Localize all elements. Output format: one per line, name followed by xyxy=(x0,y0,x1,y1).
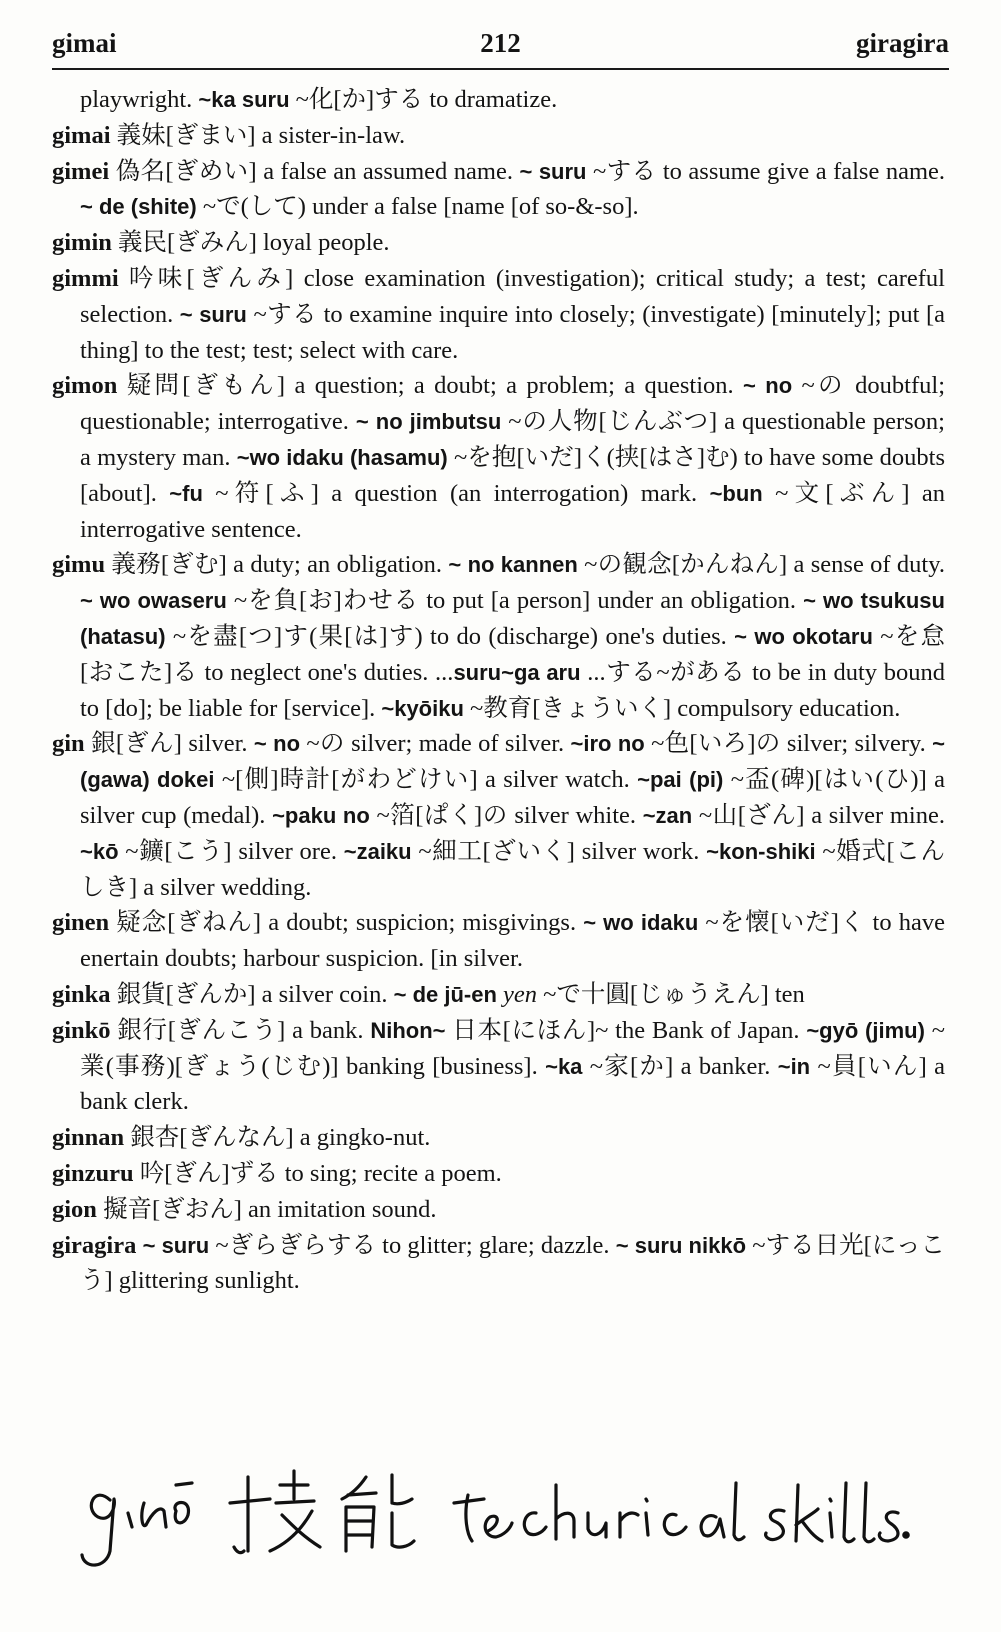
entry-ginka: ginka 銀貨[ぎんか] a silver coin. ~ de jū-en yen ~で十圓[じゅうえん] ten xyxy=(52,980,805,1008)
entry-gimu: gimu 義務[ぎむ] a duty; an obligation. ~ no kannen ~の観念[かんねん] a sense of duty. ~ wo owaseru ~を負[お]わせる to put [a person] under an obligation. ~ wo tsukusu (hatasu) ~を盡[つ]す(果[は]す) to do (discharge) one's duties. ~ wo okotaru ~を怠[おこた]る to neglect one's duties. ...suru~ga aru ...する~がある to be in duty bound to [do]; be liable for [service]. ~kyōiku ~教育[きょういく] compulsory education. xyxy=(52,551,946,722)
headword: ginkō xyxy=(52,1016,111,1044)
entry-ginnan: ginnan 銀杏[ぎんなん] a gingko-nut. xyxy=(52,1124,431,1152)
entry-ginko: ginkō 銀行[ぎんこう] a bank. Nihon~ 日本[にほん]~ the Bank of Japan. ~gyō (jimu) ~業(事務)[ぎょう(じむ)] banking [business]. ~ka ~家[か] a banker. ~in ~員[いん] a bank clerk. xyxy=(52,1016,945,1116)
headword: ginen xyxy=(52,909,110,937)
headword: giragira xyxy=(52,1231,137,1259)
entry-ginen: ginen 疑念[ぎねん] a doubt; suspicion; misgivings. ~ wo idaku ~を懐[いだ]く to have enertain doubts; harbour suspicion. [in silver. xyxy=(52,909,945,973)
entry-gion: gion 擬音[ぎおん] an imitation sound. xyxy=(52,1195,437,1223)
entry-continuation: playwright. ~ka suru ~化[か]する to dramatize. xyxy=(80,86,558,113)
headword: gimin xyxy=(52,229,112,257)
headword: ginzuru xyxy=(52,1159,134,1187)
entry-gimon: gimon 疑問[ぎもん] a question; a doubt; a problem; a question. ~ no ~の doubtful; questionable; interrogative. ~ no jimbutsu ~の人物[じんぶつ] a questionable person; a mystery man. ~wo idaku (hasamu) ~を抱[いだ]く(挟[はさ]む) to have some doubts [about]. ~fu ~符[ふ] a question (an interrogation) mark. ~bun ~文[ぶん] an interrogative sentence. xyxy=(52,372,946,543)
headword: ginka xyxy=(52,980,111,1008)
entry-gin: gin 銀[ぎん] silver. ~ no ~の silver; made of silver. ~iro no ~色[いろ]の silver; silvery. ~ (gawa) dokei ~[側]時計[がわどけい] a silver watch. ~pai (pi) ~盃(碑)[はい(ひ)] a silver cup (medal). ~paku no ~箔[ぱく]の silver white. ~zan ~山[ざん] a silver mine. ~kō ~鑛[こう] silver ore. ~zaiku ~細工[ざいく] silver work. ~kon-shiki ~婚式[こんしき] a silver wedding. xyxy=(52,730,946,901)
headword: gimei xyxy=(52,157,110,185)
header-first-entry: gimai xyxy=(52,28,117,58)
entry-gimai: gimai 義妹[ぎまい] a sister-in-law. xyxy=(52,121,406,149)
entry-gimin: gimin 義民[ぎみん] loyal people. xyxy=(52,229,390,257)
entry-giragira: giragira ~ suru ~ぎらぎらする to glitter; glare; dazzle. ~ suru nikkō ~する日光[にっこう] glittering sunlight. xyxy=(52,1231,945,1295)
headword: gimai xyxy=(52,121,111,149)
handwritten-note xyxy=(80,1455,910,1585)
entry-gimmi: gimmi 吟味[ぎんみ] close examination (investigation); critical study; a test; careful selection. ~ suru ~する to examine inquire into closely; (investigate) [minutely]; put [a thing] to the test; test; select with care. xyxy=(52,264,946,364)
header-last-entry: giragira xyxy=(856,28,949,58)
page-header xyxy=(52,22,949,70)
page-number: 212 xyxy=(480,28,521,58)
entry-gimei: gimei 偽名[ぎめい] a false an assumed name. ~ suru ~する to assume give a false name. ~ de (shite) ~で(して) under a false [name [of so-&-so]. xyxy=(52,157,946,221)
headword: gin xyxy=(52,730,85,758)
headword: gimu xyxy=(52,551,106,579)
entry-list xyxy=(52,82,945,1299)
headword: ginnan xyxy=(52,1124,125,1152)
headword: gion xyxy=(52,1195,97,1223)
headword: gimmi xyxy=(52,264,119,292)
entry-ginzuru: ginzuru 吟[ぎん]ずる to sing; recite a poem. xyxy=(52,1159,502,1187)
headword: gimon xyxy=(52,372,118,400)
